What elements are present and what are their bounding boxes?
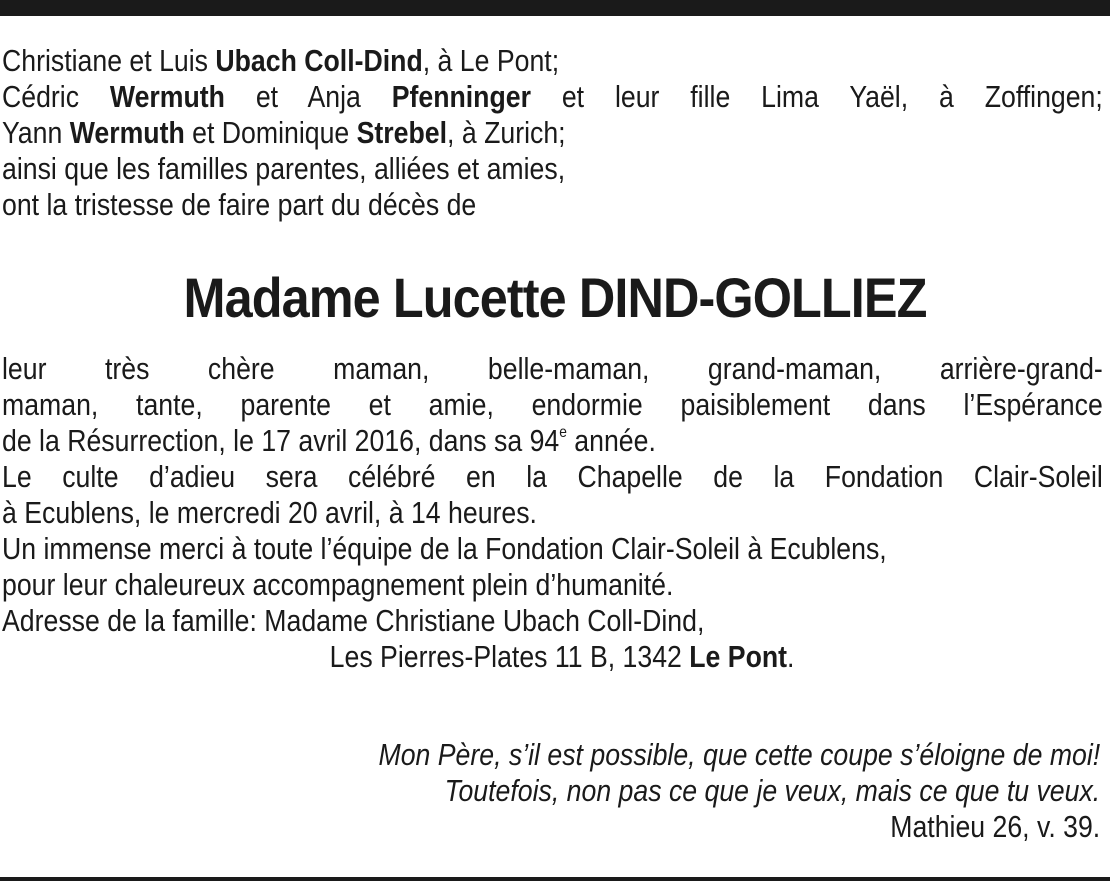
body-line-3: de la Résurrection, le 17 avril 2016, dans sa 94e année.	[2, 423, 656, 458]
deceased-name: Madame Lucette DIND-GOLLIEZ	[183, 266, 927, 329]
verse-line-2: Toutefois, non pas ce que je veux, mais ce que tu veux.	[444, 773, 1100, 808]
family-line-2: Cédric Wermuth et Anja Pfenninger et leur fille Lima Yaël, à Zoffingen;	[2, 79, 1103, 114]
top-rule	[0, 0, 1110, 16]
verse-line-1: Mon Père, s’il est possible, que cette coupe s’éloigne de moi!	[378, 737, 1100, 772]
body-line-1: leur très chère maman, belle-maman, grand-maman, arrière-grand-	[2, 351, 1103, 386]
family-line-5: ont la tristesse de faire part du décès de	[2, 187, 477, 222]
family-list	[2, 43, 1103, 223]
body-line-6: Un immense merci à toute l’équipe de la Fondation Clair-Soleil à Ecublens,	[2, 531, 887, 566]
body-line-4: Le culte d’adieu sera célébré en la Chapelle de la Fondation Clair-Soleil	[2, 459, 1103, 494]
family-line-1: Christiane et Luis Ubach Coll-Dind, à Le Pont;	[2, 43, 560, 78]
verse-reference: Mathieu 26, v. 39.	[890, 809, 1100, 844]
address-label: Adresse de la famille: Madame Christiane Ubach Coll-Dind,	[2, 603, 705, 638]
body-line-5: à Ecublens, le mercredi 20 avril, à 14 heures.	[2, 495, 537, 530]
bottom-rule	[0, 877, 1110, 881]
body-line-7: pour leur chaleureux accompagnement plein d’humanité.	[2, 567, 674, 602]
notice-body	[2, 351, 1103, 675]
family-line-3: Yann Wermuth et Dominique Strebel, à Zurich;	[2, 115, 566, 150]
address-street: Les Pierres-Plates 11 B, 1342 Le Pont.	[329, 639, 795, 674]
family-line-4: ainsi que les familles parentes, alliées et amies,	[2, 151, 566, 186]
bible-verse	[0, 737, 1100, 845]
body-line-2: maman, tante, parente et amie, endormie paisiblement dans l’Espérance	[2, 387, 1103, 422]
